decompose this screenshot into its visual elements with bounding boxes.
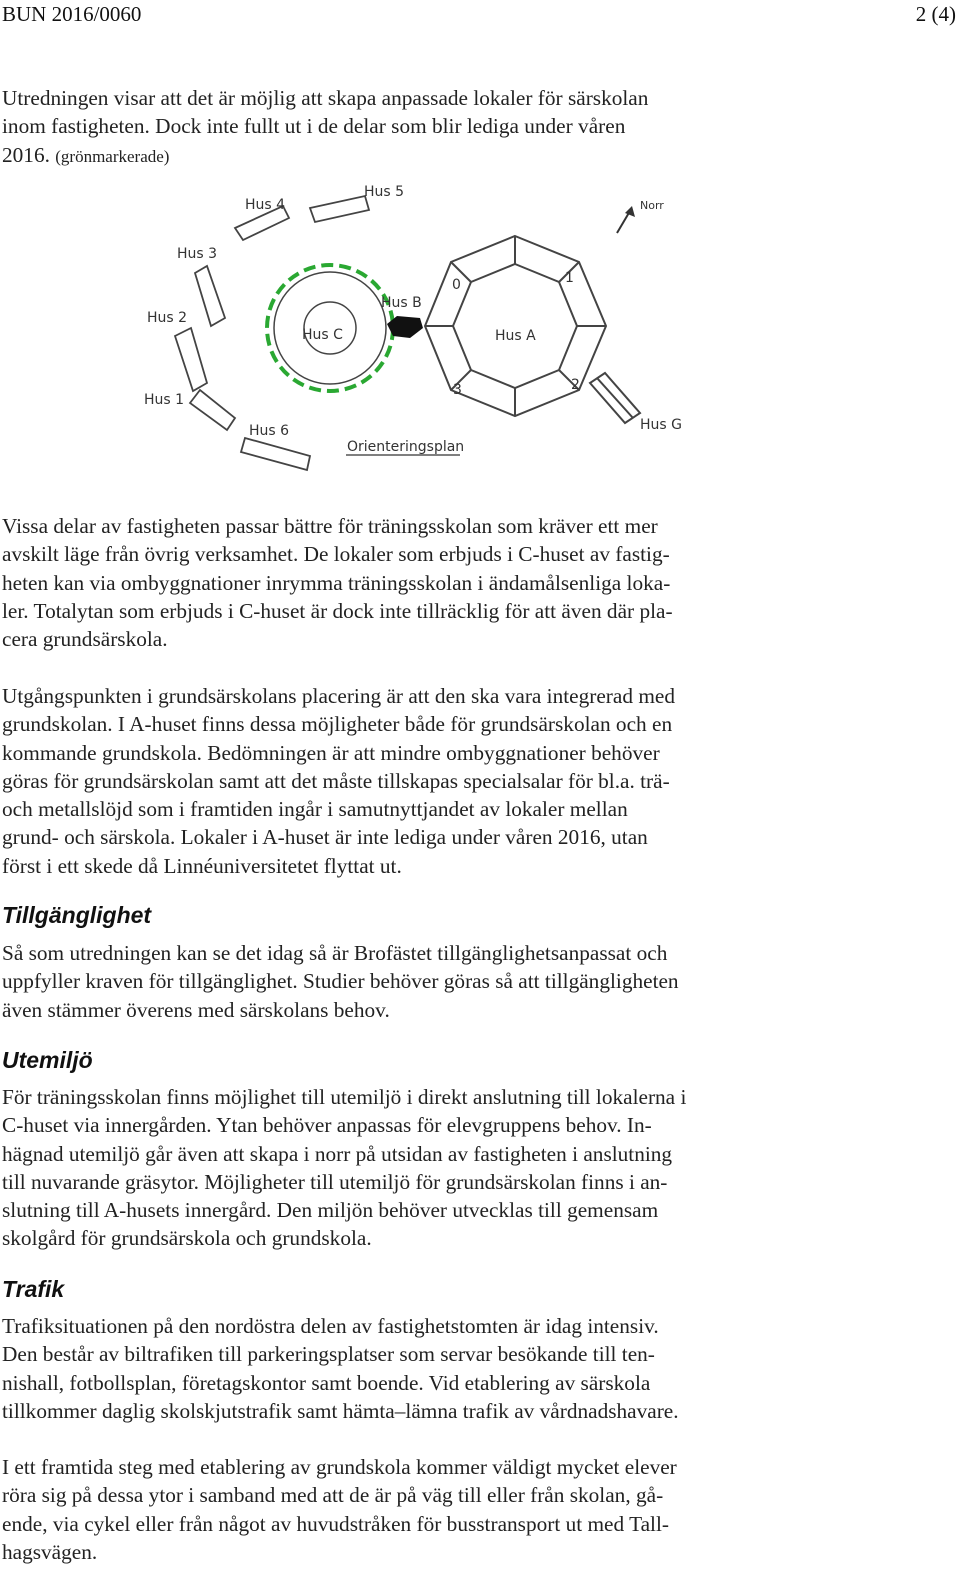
paragraph-utgangspunkten: [2, 682, 782, 880]
text-line: grundskolan. I A-huset finns dessa möjligheter både för grundsärskolan och en: [2, 712, 673, 737]
label-section-3: 3: [453, 382, 462, 398]
label-hus-4: Hus 4: [245, 197, 286, 213]
text-line: ler. Totalytan som erbjuds i C-huset är dock inte tillräcklig för att även där pla-: [2, 598, 673, 623]
text-line: hagsvägen.: [2, 1539, 98, 1564]
paragraph-utemiljo: [2, 1083, 782, 1253]
text-line: Den består av biltrafiken till parkeringsplatser som servar besökande till ten-: [2, 1342, 655, 1367]
text-line: [2, 141, 782, 171]
text-line-part: 2016.: [2, 142, 50, 167]
plan-caption: Orienteringsplan: [347, 439, 465, 455]
hus-5-building: [310, 196, 369, 222]
hus-3-building: [195, 266, 225, 326]
north-arrow-icon: [617, 206, 635, 233]
text-line: slutning till A-husets innergård. Den miljön behöver utvecklas till gemensam: [2, 1198, 659, 1223]
label-hus-6: Hus 6: [249, 423, 290, 439]
paragraph-framtida-steg: [2, 1453, 782, 1566]
text-line: först i ett skede då Linnéuniversitetet flyttat ut.: [2, 853, 402, 878]
document-id: BUN 2016/0060: [2, 2, 142, 26]
intro-paragraph: [2, 84, 782, 171]
text-line: nishall, fotbollsplan, företagskontor samt boende. Vid etablering av särskola: [2, 1370, 651, 1395]
heading-tillganglighet: Tillgänglighet: [2, 902, 152, 928]
text-line: För träningsskolan finns möjlighet till utemiljö i direkt anslutning till lokalerna i: [2, 1085, 687, 1109]
text-line: även stämmer överens med särskolans behov.: [2, 997, 390, 1022]
paragraph-tillganglighet: [2, 939, 782, 1024]
label-section-0: 0: [452, 277, 461, 293]
text-line: Vissa delar av fastigheten passar bättre för träningsskolan som kräver ett mer: [2, 514, 658, 538]
text-line: röra sig på dessa ytor i samband med att de är på väg till eller från skolan, gå-: [2, 1483, 664, 1508]
page-number: 2 (4): [915, 2, 956, 26]
text-line: Så som utredningen kan se det idag så är Brofästet tillgänglighetsanpassat och: [2, 941, 668, 965]
heading-trafik: Trafik: [2, 1276, 65, 1302]
text-line: kommande grundskola. Bedömningen är att mindre ombyggnationer behöver: [2, 740, 660, 765]
label-hus-1: Hus 1: [144, 392, 185, 408]
text-line: I ett framtida steg med etablering av grundskola kommer väldigt mycket elever: [2, 1455, 677, 1479]
text-line: uppfyller kraven för tillgänglighet. Studier behöver göras så att tillgängligheten: [2, 969, 679, 994]
hus-1-building: [190, 390, 235, 430]
text-line: göras för grundsärskolan samt att det måste tillskapas specialsalar för bl.a. trä-: [2, 768, 670, 793]
label-north: Norr: [640, 199, 664, 212]
text-line: Utredningen visar att det är möjlig att skapa anpassade lokaler för särskolan: [2, 86, 649, 110]
text-line: inom fastigheten. Dock inte fullt ut i de delar som blir lediga under våren: [2, 114, 626, 139]
text-line: cera grundsärskola.: [2, 627, 168, 652]
label-hus-a: Hus A: [495, 328, 536, 344]
label-hus-5: Hus 5: [364, 184, 405, 200]
label-hus-g: Hus G: [640, 417, 682, 433]
text-line: Trafiksituationen på den nordöstra delen av fastighetstomten är idag intensiv.: [2, 1314, 659, 1338]
green-marked-note: (grönmarkerade): [55, 146, 170, 166]
text-line: C-huset via innergården. Ytan behöver anpassas för elevgruppens behov. In-: [2, 1113, 652, 1138]
text-line: tillkommer daglig skolskjutstrafik samt hämta–lämna trafik av vårdnadshavare.: [2, 1398, 679, 1423]
text-line: grund- och särskola. Lokaler i A-huset är inte lediga under våren 2016, utan: [2, 825, 648, 850]
hus-g-building: [590, 373, 640, 423]
label-section-1: 1: [565, 270, 574, 286]
label-hus-2: Hus 2: [147, 310, 188, 326]
heading-utemiljo: Utemiljö: [2, 1047, 93, 1073]
paragraph-vissa-delar: [2, 512, 782, 653]
text-line: ende, via cykel eller från något av huvudstråken för busstransport ut med Tall-: [2, 1511, 669, 1536]
text-line: heten kan via ombyggnationer inrymma träningsskolan i ändamålsenliga loka-: [2, 570, 671, 595]
label-hus-3: Hus 3: [177, 246, 218, 262]
text-line: avskilt läge från övrig verksamhet. De lokaler som erbjuds i C-huset av fastig-: [2, 542, 670, 567]
hus-6-building: [241, 438, 310, 470]
text-line: Utgångspunkten i grundsärskolans placering är att den ska vara integrerad med: [2, 684, 675, 708]
paragraph-trafik: [2, 1312, 782, 1425]
label-section-2: 2: [571, 377, 580, 393]
hus-2-building: [175, 328, 207, 391]
text-line: hägnad utemiljö går även att skapa i norr på utsidan av fastigheten i anslutning: [2, 1141, 673, 1166]
site-plan-figure: [135, 178, 705, 478]
text-line: och metallslöjd som i framtiden ingår i samutnyttjandet av lokaler mellan: [2, 797, 628, 822]
label-hus-c: Hus C: [302, 327, 343, 343]
label-hus-b: Hus B: [381, 295, 422, 311]
text-line: skolgård för grundsärskola och grundskola.: [2, 1226, 372, 1251]
text-line: till nuvarande gräsytor. Möjligheter till utemiljö för grundsärskolan finns i an-: [2, 1169, 668, 1194]
